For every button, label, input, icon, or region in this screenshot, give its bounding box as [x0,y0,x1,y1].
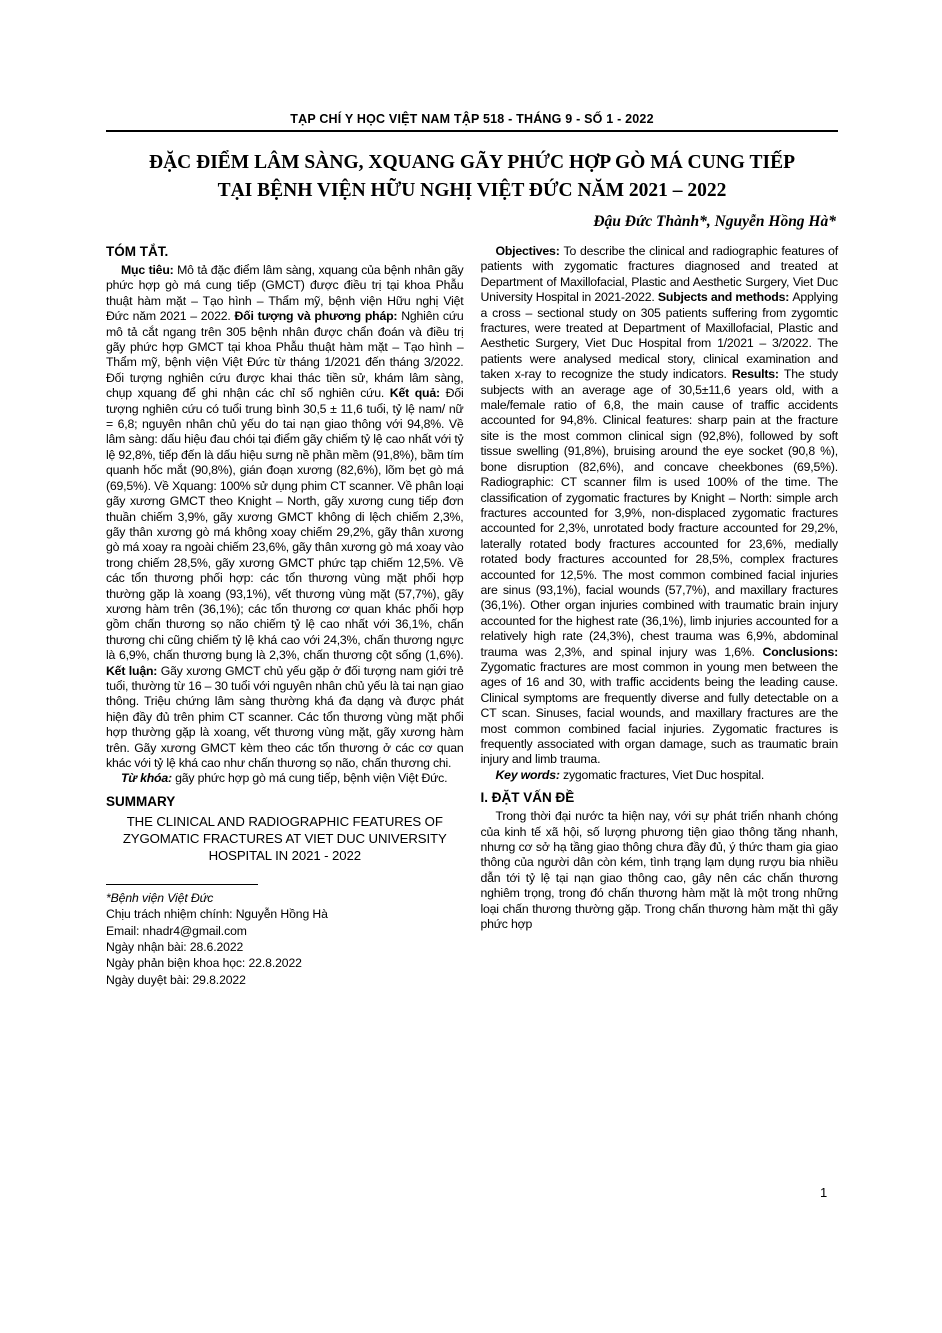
footnote-review-date: Ngày phản biện khoa học: 22.8.2022 [106,956,302,971]
summary-title: THE CLINICAL AND RADIOGRAPHIC FEATURES OF ZYGOMATIC FRACTURES AT VIET DUC UNIVERSITY HOSPITAL IN 2021 - 2022 [122,813,447,863]
introduction-heading: I. ĐẶT VẤN ĐỀ [480,790,575,806]
article-title-line-2: TẠI BỆNH VIỆN HỮU NGHỊ VIỆT ĐỨC NĂM 2021 – 2022 [217,180,727,201]
footnote-affiliation: *Bệnh viện Việt Đức [106,890,214,905]
abstract-paragraph: Mục tiêu: Mô tả đặc điểm lâm sàng, xquang của bệnh nhân gãy phức hợp gò má cung tiếp (GMCT) được điều trị tại khoa Phẫu thuật hàm mặt – Tạo hình – Thẩm mỹ, bệnh viện Hữu nghị Việt Đức năm 2021 – 2022. Đối tượng và phương pháp: Nghiên cứu mô tả cắt ngang trên 305 bệnh nhân được chẩn đoán và điều trị gãy phức hợp GMCT tại khoa Phẫu thuật hàm mặt – Tạo hình – Thẩm mỹ, bệnh viện Việt Đức từ tháng 1/2021 đến tháng 3/2022. Đối tượng nghiên cứu được khai thác tiền sử, khám lâm sàng, chụp xquang để ghi nhận các chỉ số nghiên cứu. Kết quả: Đối tượng nghiên cứu có tuổi trung bình 30,5 ± 11,6 tuổi, tỷ lệ nam/ nữ = 6,8; nguyên nhân chủ yếu do tai nạn giao thông với 94,8%. Về lâm sàng: dấu hiệu đau chói tại điểm gãy chiếm tỷ lệ cao nhất với tỷ lệ 92,8%, tiếp đến là dấu hiệu sưng nề phần mềm (91,8%), bầm tím quanh hốc mắt (90,8%), gián đoạn xương (82,6%), lõm bẹt gò má (69,5%). Về Xquang: 100% sử dụng phim CT scanner. Về phân loại gãy xương GMCT theo Knight – North, gãy xương cung tiếp đơn thuần chiếm 3,9%, gãy xương GMCT không di lệch chiếm 2,3%, gãy thân xương gò má không xoay chiếm 29,2%, gãy thân xương gò má xoay ra ngoài chiếm 23,6%, gãy thân xương gò má xoay vào trong chiếm 28,5%, gãy xương GMCT phức tạp chiếm 12,5%. Về các tổn thương phối hợp: các tổn thương vùng mặt phối hợp thường gặp là xoang (93,1%), vết thương vùng mặt (57,7%), gãy xương hàm trên (36,1%); các tổn thương cơ quan khác phối hợp gồm chấn thương sọ não chiếm tỷ lệ cao nhất với 36,1%, chấn thương chi cũng chiếm tỷ lệ khá cao với 24,3%, chấn thương ngực là 6,9%, chấn thương bụng là 2,3%, chấn thương cột sống (1,6%). Kết luận: Gãy xương GMCT chủ yếu gặp ở đối tượng nam giới trẻ tuổi, thường từ 16 – 30 tuổi với nguyên nhân chủ yếu là tai nạn giao thông. Triệu chứng lâm sàng thường khá đa dạng và được phát hiện đầy đủ trên phim CT scanner. Các tổn thương vùng mặt phối hợp thường gặp là xoang, vết thương vùng mặt, gãy xương hàm trên. Gãy xương GMCT kèm theo các tổn thương ở các cơ quan khác với tỷ lệ khá cao như chấn thương sọ não, chấn thương chi. [106,263,464,770]
english-keywords-paragraph: Key words: zygomatic fractures, Viet Duc hospital. [495,767,765,782]
introduction-paragraph: Trong thời đại nước ta hiện nay, với sự phát triển nhanh chóng của kinh tế xã hội, số lượng phương tiện giao thông tăng nhanh, nhưng cơ sở hạ tầng giao thông chưa đầy đủ, ý thức tham gia giao thông của người dân còn kém, tình trạng lạm dụng rượu bia nhiều dẫn tới tỷ lệ tại nạn giao thông cao, gây nên các chấn thương nghiêm trọng, trong đó chấn thương hàm mặt là một trong những loại chấn thương thường gặp. Trong chấn thương hàm mặt thì gãy phức hợp [480,809,838,932]
english-abstract-paragraph: Objectives: To describe the clinical and radiographic features of patients with zygomatic fractures diagnosed and treated at Department of Maxillofacial, Plastic and Aesthetic Surgery, Viet Duc University Hospital in 2021-2022. Subjects and methods: Applying a cross – sectional study on 305 patients suffering from zygomtic fractures, were treated at Department of Maxillofacial, Plastic and Aesthetic Surgery, Viet Duc Hospital from 1/2021 – 3/2022. The patients were analysed medical story, clinical examination and taken x-ray to recognize the study indicators. Results: The study subjects with an average age of 30,5±11,6 years old, with a male/female ratio of 6,8, the main cause of traffic accidents accounted for 94,8%. Clinical features: sharp pain at the fracture site is the most common clinical sign (92,8%), followed by soft tissue swelling (91,8%), bruising around the eye socket (90,8 %), bone disruption (82,6%), and concave cheekbones (69,5%). Radiographic: CT scanner film is used 100% of the time. The classification of zygomatic fractures by Knight – North: simple arch fractures accounted for 3,9%, non-displaced zygomatic fractures accounted for 2,3%, unrotated body fracture accounted for 29,2%, laterally rotated body fractures accounted for 23,6%, medially rotated body fractures accounted for 28,5%, complex fractures accounted for 12,5%. The most common combined facial injuries are sinus (93,1%), facial wounds (57,7%), and maxillary fractures (36,1%). Other organ injuries combined with traumatic brain injury accounted for the highest rate (36,1%), limb injuries accounted for a relatively high rate (24,3%), chest trauma was 6,9%, abdominal trauma was 2,3%, and spinal injury was 1,6%. Conclusions: Zygomatic fractures are most common in young men between the ages of 16 and 30, with traffic accidents being the leading cause. Clinical symptoms are frequently diverse and fully detectable on a CT scan. Sinuses, facial wounds, and maxillary fractures are the most common combined facial injuries. Zygomatic fractures is frequently associated with organ damage, such as traumatic brain injury and limb trauma. [480,244,839,767]
footnote-received-date: Ngày nhận bài: 28.6.2022 [106,940,244,955]
article-title-line-1: ĐẶC ĐIỂM LÂM SÀNG, XQUANG GÃY PHỨC HỢP GÒ MÁ CUNG TIẾP [148,152,796,173]
keywords-paragraph: Từ khóa: gãy phức hợp gò má cung tiếp, bệnh viện Việt Đức. [121,771,448,786]
footnote-accepted-date: Ngày duyệt bài: 29.8.2022 [106,972,246,987]
header-rule [106,130,838,132]
article-title [106,149,838,205]
journal-header: TẠP CHÍ Y HỌC VIỆT NAM TẬP 518 - THÁNG 9 - SỐ 1 - 2022 [290,112,654,126]
page-number: 1 [820,1185,828,1200]
footnote-rule [106,884,258,885]
footnote [106,884,464,988]
left-column [106,244,464,988]
two-column-layout [106,244,838,988]
document-page [106,112,839,1200]
article-authors: Đậu Đức Thành*, Nguyễn Hồng Hà* [593,213,836,230]
summary-heading: SUMMARY [106,793,176,809]
right-column [481,244,839,932]
footnote-responsible-author: Chịu trách nhiệm chính: Nguyễn Hồng Hà [106,907,328,922]
abstract-heading: TÓM TẮT. [106,244,169,259]
footnote-email: Email: nhadr4@gmail.com [106,923,247,938]
